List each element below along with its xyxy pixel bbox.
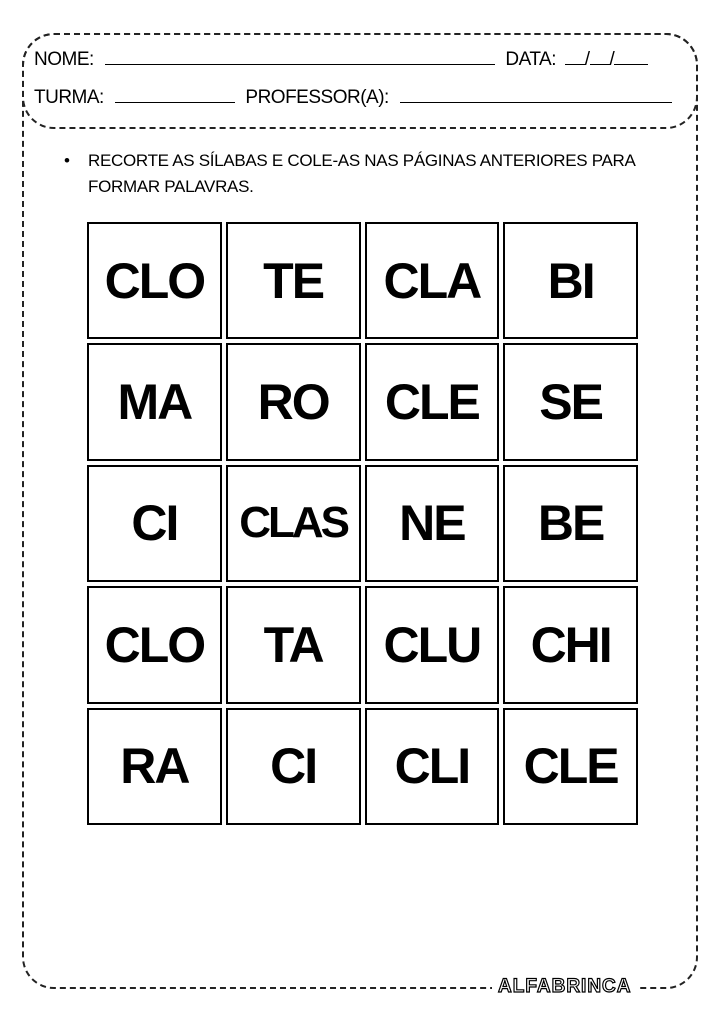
date-day-field[interactable] [565,48,585,65]
syllable-card[interactable]: MA [87,343,222,460]
syllable-card[interactable]: CLO [87,222,222,339]
date-month-field[interactable] [590,48,610,65]
syllable-card[interactable]: CLU [365,586,500,703]
syllable-card[interactable]: CLE [503,708,638,825]
class-row [34,86,672,109]
bullet-icon: • [64,151,70,170]
syllable-card[interactable]: CI [226,708,361,825]
syllable-card[interactable]: BE [503,465,638,582]
date-separator: / [584,49,590,70]
syllable-card[interactable]: CLO [87,586,222,703]
instruction-text: RECORTE AS SÍLABAS E COLE-AS NAS PÁGINAS ANTERIORES PARA FORMAR PALAVRAS. [88,151,635,196]
teacher-field[interactable] [400,86,672,103]
date-year-field[interactable] [614,48,648,65]
alfabrinca-logo: ALFABRINCA [492,976,638,998]
syllable-card[interactable]: CLE [365,343,500,460]
syllable-card[interactable]: CLA [365,222,500,339]
date-separator: / [609,49,615,70]
syllable-card[interactable]: CHI [503,586,638,703]
class-field[interactable] [115,86,235,103]
instruction [64,148,648,200]
class-label: TURMA: [34,87,104,108]
syllable-card[interactable]: RA [87,708,222,825]
syllable-card[interactable]: TA [226,586,361,703]
date-label: DATA: [505,49,556,70]
name-label: NOME: [34,49,94,70]
syllable-card[interactable]: RO [226,343,361,460]
syllable-grid [87,222,638,825]
name-field[interactable] [105,48,495,65]
name-row [34,48,648,71]
syllable-card[interactable]: CLI [365,708,500,825]
syllable-card[interactable]: NE [365,465,500,582]
syllable-card[interactable]: CI [87,465,222,582]
syllable-card[interactable]: SE [503,343,638,460]
syllable-card[interactable]: BI [503,222,638,339]
syllable-card[interactable]: CLAS [226,465,361,582]
teacher-label: PROFESSOR(A): [245,87,389,108]
syllable-card[interactable]: TE [226,222,361,339]
